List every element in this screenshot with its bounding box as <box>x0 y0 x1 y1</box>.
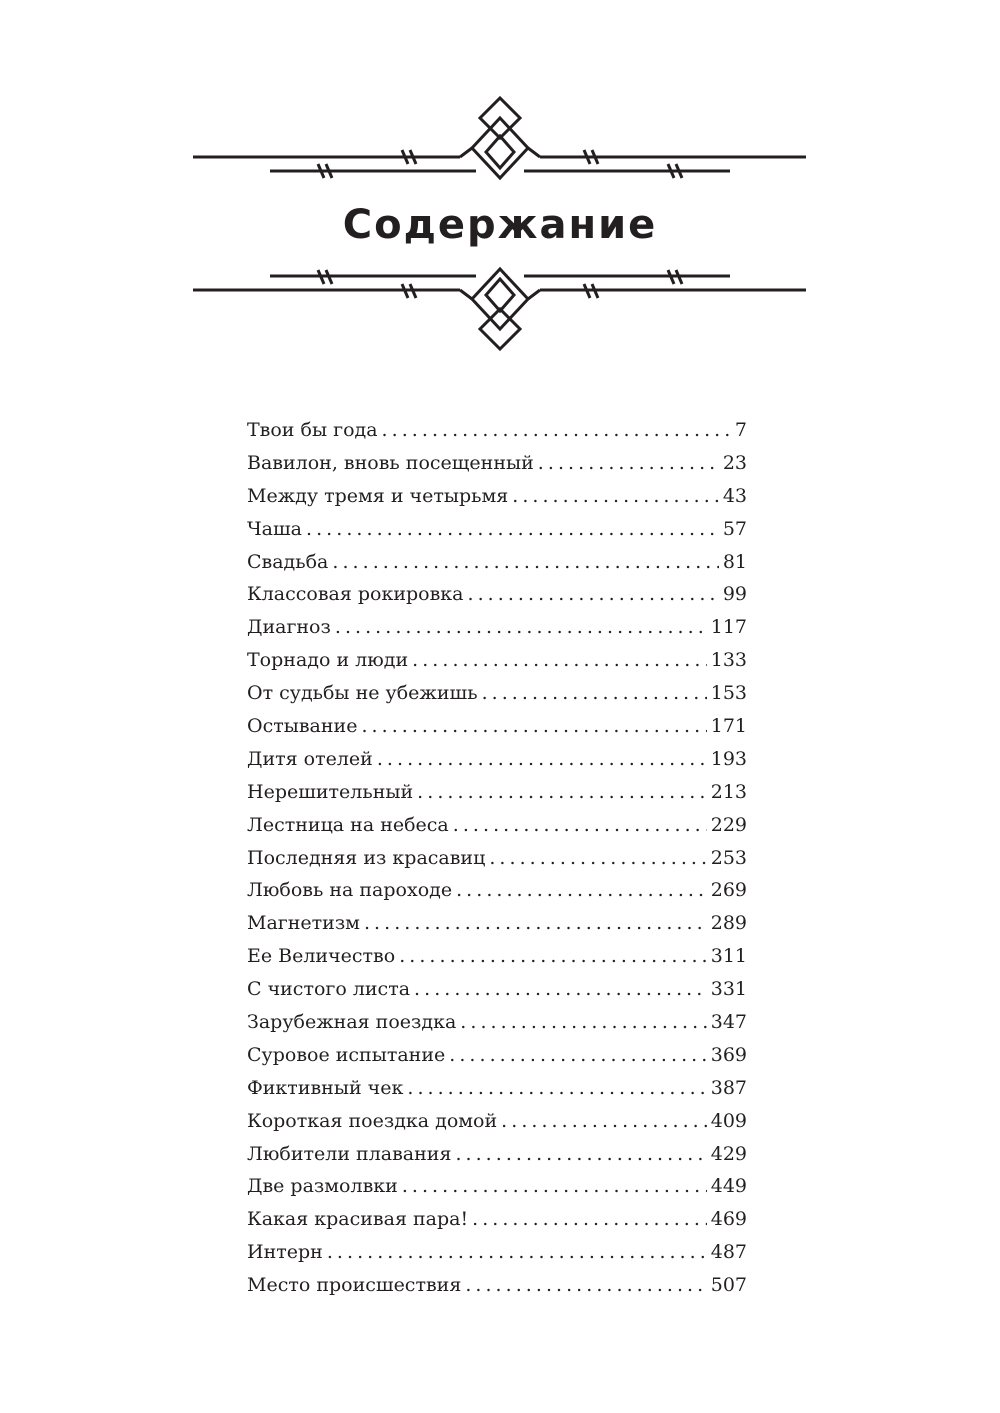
toc-entry-title: Любители плавания <box>247 1142 452 1165</box>
toc-dot-leader <box>472 1203 707 1236</box>
toc-dot-leader <box>306 513 719 546</box>
toc-entry-page-number: 193 <box>710 747 747 770</box>
toc-entry-page-number: 449 <box>710 1175 747 1198</box>
toc-entry[interactable] <box>247 1236 747 1269</box>
toc-entry[interactable] <box>247 1138 747 1171</box>
toc-entry-page-number: 409 <box>710 1109 747 1132</box>
toc-entry-page-number: 57 <box>722 517 747 540</box>
toc-entry-title: Диагноз <box>247 616 331 639</box>
toc-entry-page-number: 253 <box>710 846 747 869</box>
toc-entry[interactable] <box>247 874 747 907</box>
toc-entry[interactable] <box>247 414 747 447</box>
toc-entry-title: Интерн <box>247 1241 323 1264</box>
toc-entry[interactable] <box>247 677 747 710</box>
toc-entry-title: Твои бы года <box>247 419 378 441</box>
toc-dot-leader <box>414 973 707 1006</box>
toc-entry-page-number: 347 <box>710 1011 747 1034</box>
toc-entry-title: Дитя отелей <box>247 747 373 770</box>
toc-entry-title: Торнадо и люди <box>247 649 409 672</box>
toc-dot-leader <box>465 1269 706 1302</box>
toc-entry-page-number: 7 <box>734 419 747 441</box>
toc-entry-title: Свадьба <box>247 550 329 573</box>
toc-entry[interactable] <box>247 1039 747 1072</box>
toc-entry[interactable] <box>247 546 747 579</box>
toc-entry-title: Последняя из красавиц <box>247 846 486 869</box>
toc-dot-leader <box>482 677 707 710</box>
toc-entry-page-number: 229 <box>710 813 747 836</box>
toc-entry-title: Классовая рокировка <box>247 583 464 606</box>
page-title: Содержание <box>342 202 658 248</box>
toc-entry-page-number: 369 <box>710 1043 747 1066</box>
toc-entry-title: Чаша <box>247 517 303 540</box>
toc-dot-leader <box>412 644 707 677</box>
toc-entry-page-number: 387 <box>710 1076 747 1099</box>
toc-entry-title: Лестница на небеса <box>247 813 449 836</box>
toc-entry[interactable] <box>247 776 747 809</box>
toc-entry-title: Зарубежная поездка <box>247 1011 457 1034</box>
toc-entry-page-number: 311 <box>710 945 747 968</box>
toc-entry[interactable] <box>247 940 747 973</box>
toc-entry-page-number: 117 <box>710 616 747 639</box>
toc-dot-leader <box>453 809 707 842</box>
toc-dot-leader <box>335 611 707 644</box>
toc-entry[interactable] <box>247 710 747 743</box>
toc-entry[interactable] <box>247 447 747 480</box>
toc-entry-title: С чистого листа <box>247 978 411 1001</box>
toc-entry[interactable] <box>247 1269 747 1302</box>
toc-dot-leader <box>512 480 719 513</box>
toc-entry-title: Остывание <box>247 715 358 738</box>
toc-entry[interactable] <box>247 1006 747 1039</box>
table-of-contents <box>247 414 747 1302</box>
toc-dot-leader <box>361 710 706 743</box>
toc-entry-page-number: 507 <box>710 1274 747 1297</box>
toc-dot-leader <box>364 907 707 940</box>
toc-dot-leader <box>407 1072 706 1105</box>
toc-entry-page-number: 289 <box>710 912 747 935</box>
toc-entry-title: Какая красивая пара! <box>247 1208 469 1231</box>
toc-entry[interactable] <box>247 1105 747 1138</box>
toc-entry-page-number: 153 <box>710 682 747 705</box>
toc-dot-leader <box>501 1105 707 1138</box>
toc-dot-leader <box>489 842 706 875</box>
bottom-ornament-icon <box>0 204 1000 374</box>
toc-entry-page-number: 487 <box>710 1241 747 1264</box>
toc-entry-title: Нерешительный <box>247 780 414 803</box>
toc-entry[interactable] <box>247 907 747 940</box>
toc-dot-leader <box>455 1138 706 1171</box>
toc-entry-title: Вавилон, вновь посещенный <box>247 451 534 474</box>
toc-dot-leader <box>382 414 731 447</box>
toc-entry[interactable] <box>247 480 747 513</box>
toc-entry[interactable] <box>247 1203 747 1236</box>
toc-entry-page-number: 81 <box>722 550 747 573</box>
toc-dot-leader <box>460 1006 706 1039</box>
toc-entry-title: Суровое испытание <box>247 1043 446 1066</box>
toc-entry[interactable] <box>247 973 747 1006</box>
toc-entry-title: Место происшествия <box>247 1274 462 1297</box>
toc-entry-page-number: 23 <box>722 451 747 474</box>
toc-entry-page-number: 269 <box>710 879 747 902</box>
toc-entry[interactable] <box>247 1170 747 1203</box>
toc-entry[interactable] <box>247 644 747 677</box>
toc-dot-leader <box>417 776 707 809</box>
toc-entry-title: Короткая поездка домой <box>247 1109 498 1132</box>
toc-entry[interactable] <box>247 578 747 611</box>
toc-dot-leader <box>332 546 718 579</box>
toc-entry-title: Любовь на пароходе <box>247 879 453 902</box>
toc-entry[interactable] <box>247 809 747 842</box>
toc-dot-leader <box>468 578 719 611</box>
toc-entry-title: От судьбы не убежишь <box>247 682 478 705</box>
toc-dot-leader <box>538 447 719 480</box>
toc-entry-page-number: 331 <box>710 978 747 1001</box>
toc-entry-page-number: 43 <box>722 484 747 507</box>
toc-entry-title: Между тремя и четырьмя <box>247 484 509 507</box>
toc-dot-leader <box>456 874 707 907</box>
toc-entry[interactable] <box>247 842 747 875</box>
toc-entry-title: Две размолвки <box>247 1175 398 1198</box>
toc-entry-title: Ее Величество <box>247 945 396 968</box>
toc-entry-page-number: 469 <box>710 1208 747 1231</box>
toc-entry-title: Магнетизм <box>247 912 360 935</box>
toc-entry-page-number: 213 <box>710 780 747 803</box>
toc-entry-page-number: 171 <box>710 715 747 738</box>
toc-entry-title: Фиктивный чек <box>247 1076 404 1099</box>
toc-entry-page-number: 429 <box>710 1142 747 1165</box>
toc-dot-leader <box>377 743 707 776</box>
toc-entry-page-number: 133 <box>710 649 747 672</box>
toc-dot-leader <box>449 1039 706 1072</box>
toc-entry[interactable] <box>247 743 747 776</box>
toc-entry[interactable] <box>247 513 747 546</box>
toc-entry[interactable] <box>247 611 747 644</box>
toc-dot-leader <box>399 940 707 973</box>
toc-entry-page-number: 99 <box>722 583 747 606</box>
toc-entry[interactable] <box>247 1072 747 1105</box>
toc-dot-leader <box>327 1236 707 1269</box>
toc-dot-leader <box>402 1170 707 1203</box>
